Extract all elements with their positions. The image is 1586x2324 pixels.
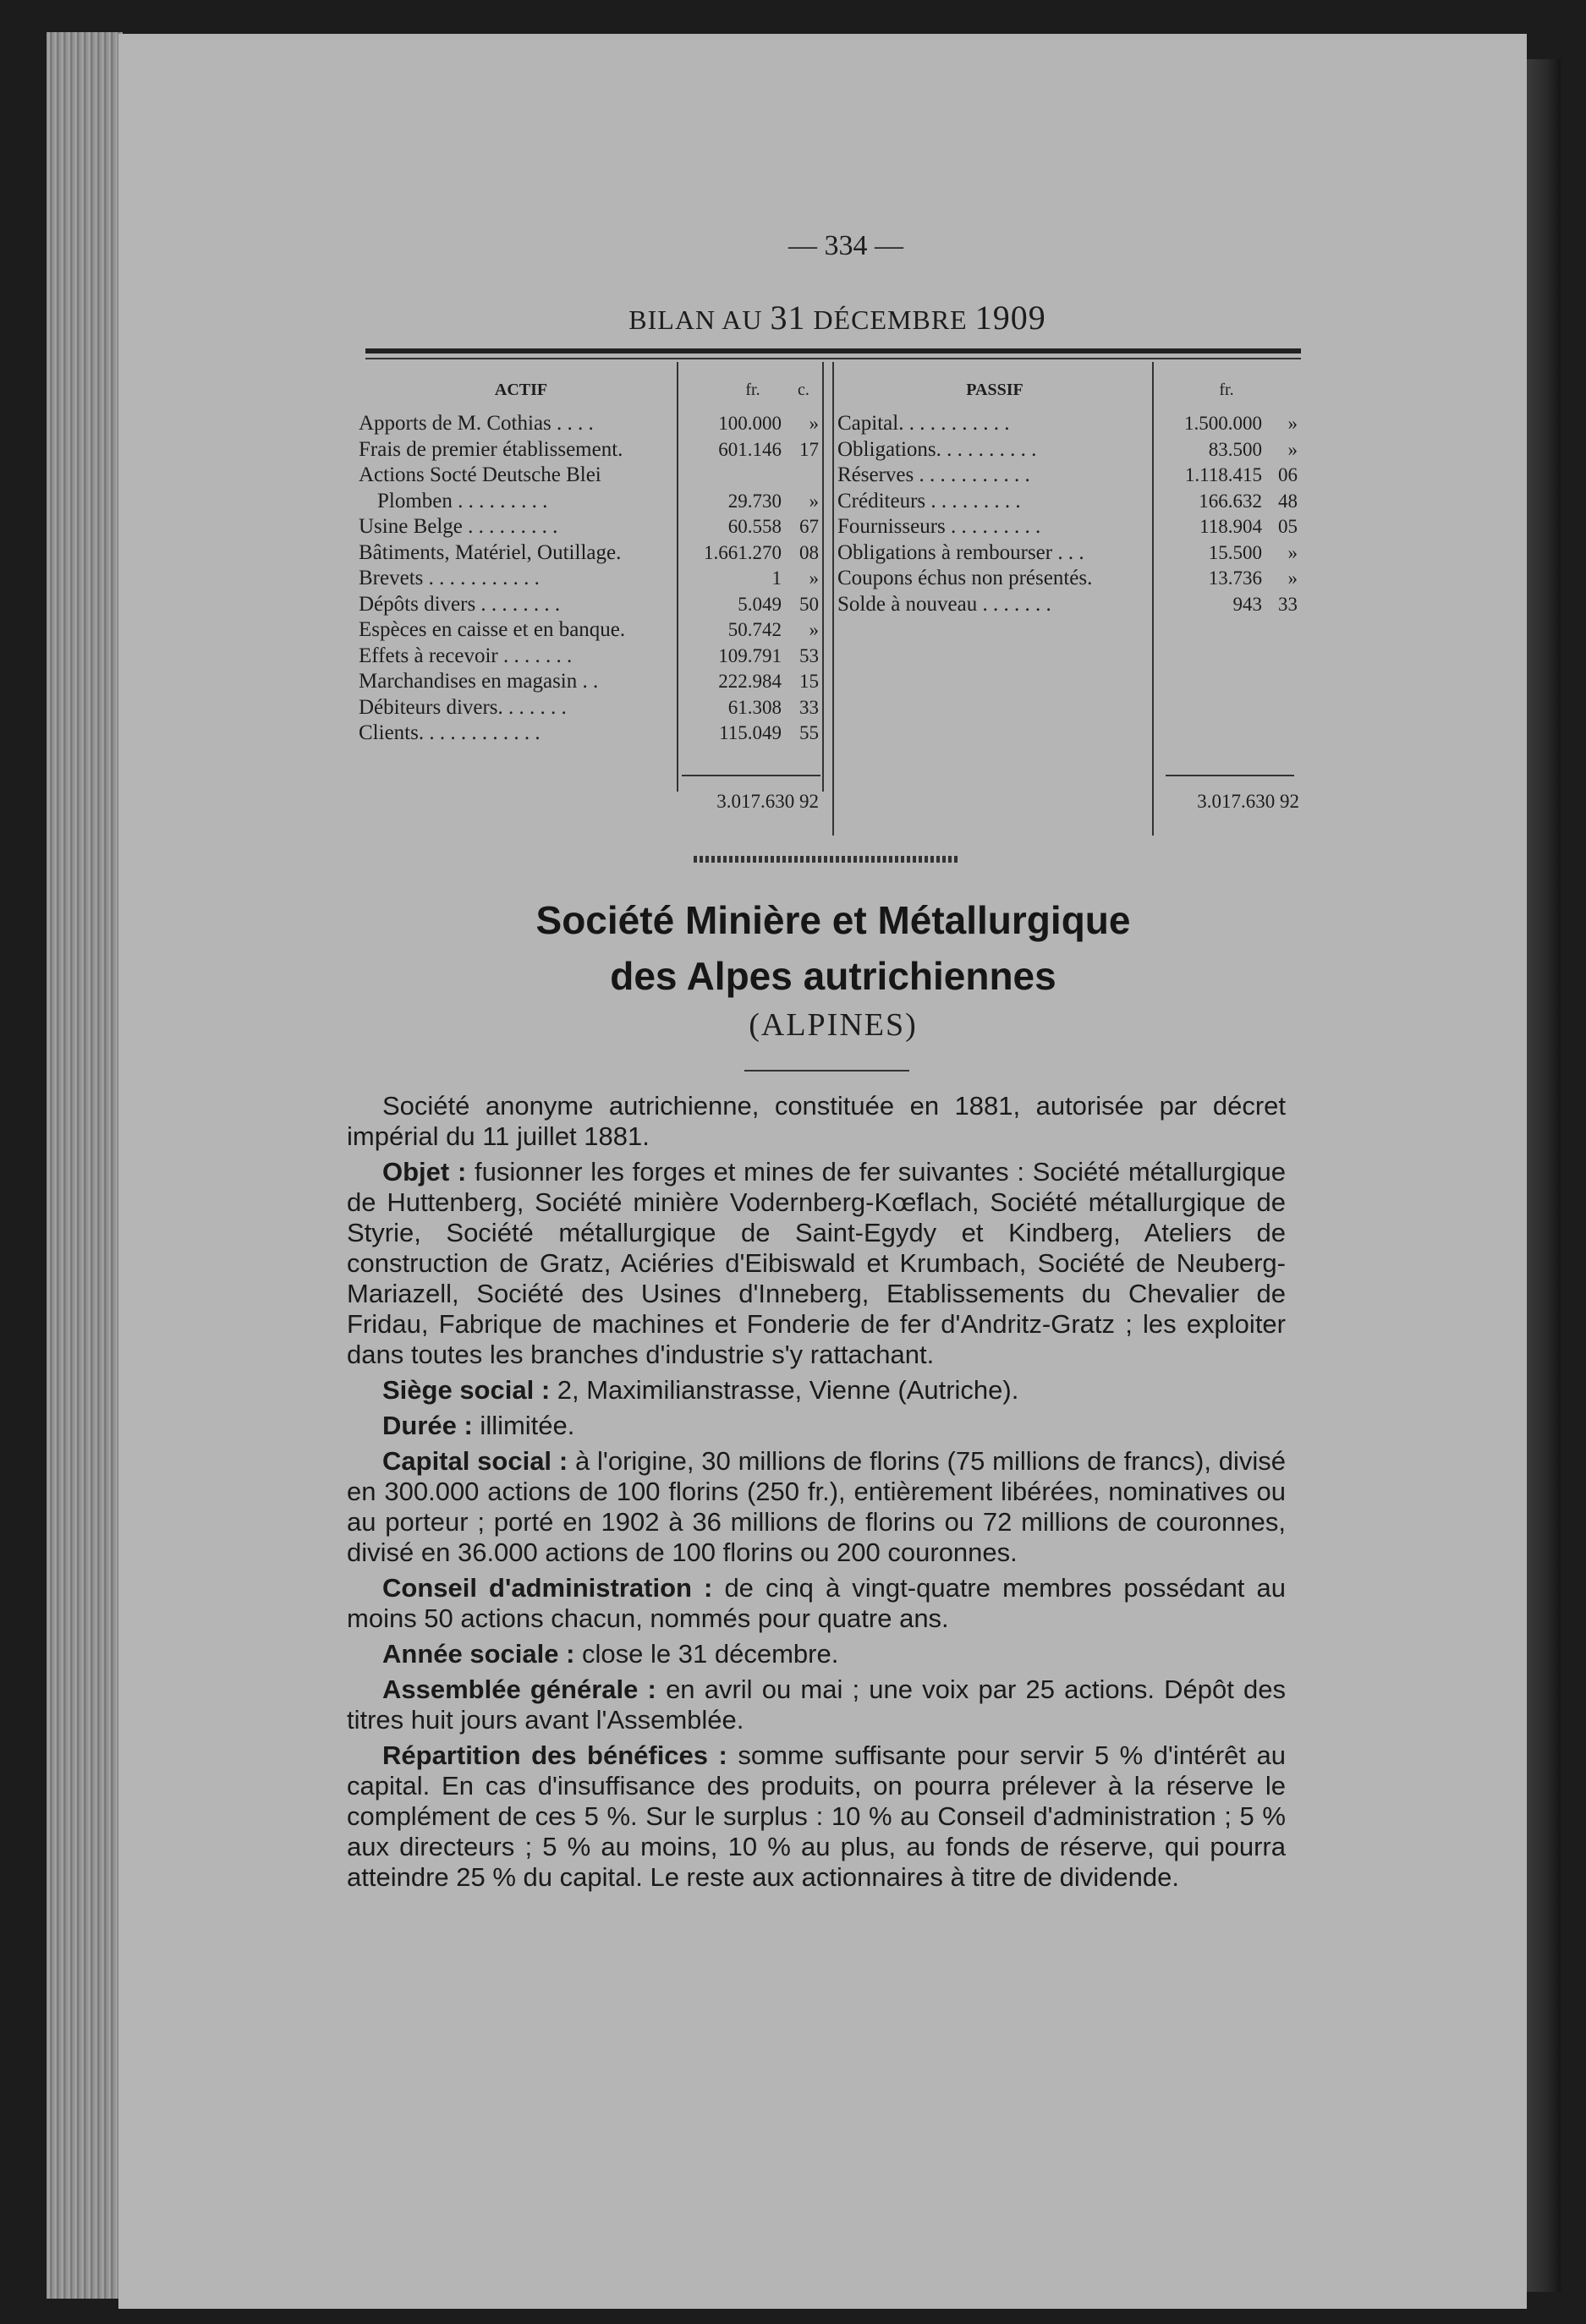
paragraph-assemblee	[347, 1674, 1286, 1735]
actif-row-amount-fr: 29.730	[727, 490, 782, 512]
actif-row-amount-c: 17	[799, 438, 819, 460]
title-underline	[744, 1070, 909, 1072]
actif-row-label: Frais de premier établissement.	[359, 437, 623, 461]
actif-row-amount-c: 33	[799, 696, 819, 718]
passif-row-label: Créditeurs . . . . . . . . .	[837, 489, 1021, 512]
repartition-text: somme suffisante pour servir 5 % d'intérêt au capital. En cas d'insuffisance des produits, on pourra prélever à la réserve le complément de ces 5 %. Sur le surplus : 10 % au Conseil d'administration ; 5 % aux directeurs ; 5 % au moins, 10 % au plus, au fonds de réserve, qui pourra atteindre 25 % du capital. Le reste aux actionnaires à titre de dividende.	[347, 1740, 1286, 1892]
passif-row-amount-fr: 166.632	[1199, 490, 1262, 512]
passif-row-amount-fr: 1.118.415	[1184, 464, 1262, 485]
objet-label: Objet :	[382, 1157, 467, 1187]
annee-text: close le 31 décembre.	[574, 1639, 839, 1669]
paragraph-siege	[347, 1375, 1286, 1406]
passif-unit-fr: fr.	[1219, 381, 1234, 399]
page-number: — 334 —	[788, 230, 903, 261]
passif-row-amount-c: 33	[1278, 593, 1298, 615]
passif-row-amount-fr: 13.736	[1208, 567, 1262, 589]
passif-row-amount-fr: 83.500	[1208, 438, 1262, 460]
company-description	[347, 1091, 1286, 1898]
paragraph-repartition	[347, 1740, 1286, 1893]
annee-label: Année sociale :	[382, 1639, 575, 1669]
actif-row-amount-fr: 601.146	[718, 438, 782, 460]
passif-row-amount-c: »	[1287, 541, 1298, 563]
passif-row-amount-fr: 943	[1232, 593, 1262, 615]
repartition-label: Répartition des bénéfices :	[382, 1740, 727, 1770]
actif-row-label: Brevets . . . . . . . . . . .	[359, 567, 540, 589]
passif-row-amount-c: 48	[1278, 490, 1298, 512]
company-title-line2: des Alpes autrichiennes	[610, 954, 1056, 998]
actif-row-amount-c: »	[809, 413, 819, 434]
paragraph-conseil	[347, 1573, 1286, 1634]
actif-row-amount-fr: 115.049	[719, 722, 782, 743]
actif-row-amount-c: 67	[799, 516, 819, 537]
actif-total: 3.017.630 92	[716, 791, 819, 812]
bilan-title-year: 1909	[974, 299, 1046, 337]
actif-row-label: Espèces en caisse et en banque.	[359, 618, 626, 641]
assemblee-text: en avril ou mai ; une voix par 25 actions. Dépôt des titres huit jours avant l'Assemblée.	[347, 1674, 1286, 1735]
actif-row-amount-fr	[682, 463, 782, 488]
passif-row-amount-c: »	[1287, 567, 1298, 589]
actif-row-label: Bâtiments, Matériel, Outillage.	[359, 540, 622, 564]
actif-row-amount-fr: 61.308	[727, 696, 782, 718]
actif-unit-fr: fr.	[745, 381, 760, 399]
actif-row-amount-fr: 222.984	[718, 671, 782, 692]
passif-row-amount-fr: 1.500.000	[1184, 413, 1262, 434]
actif-row-amount-c: 50	[799, 593, 819, 615]
duree-text: illimitée.	[472, 1411, 575, 1440]
actif-row-amount-c: »	[809, 490, 819, 512]
actif-row-label: Actions Socté Deutsche Blei	[359, 463, 601, 486]
actif-row-amount-fr: 1.661.270	[704, 541, 782, 563]
actif-row-label: Apports de M. Cothias . . . .	[359, 412, 594, 435]
table-top-rule-thin	[365, 358, 1301, 359]
actif-row-amount-fr: 109.791	[718, 644, 782, 666]
paragraph-objet	[347, 1157, 1286, 1370]
passif-row-label: Fournisseurs . . . . . . . . .	[837, 515, 1041, 538]
actif-row-amount-c: 53	[799, 644, 819, 666]
actif-row-label: Plomben . . . . . . . . .	[377, 489, 548, 512]
passif-row-label: Réserves . . . . . . . . . . .	[837, 463, 1030, 486]
duree-label: Durée :	[382, 1411, 473, 1440]
book-binding-edge	[1527, 59, 1561, 2292]
actif-row-amount-fr: 100.000	[718, 413, 782, 434]
paragraph-annee	[347, 1639, 1286, 1669]
column-divider	[677, 362, 678, 792]
conseil-label: Conseil d'administration :	[382, 1573, 713, 1603]
passif-row-label: Obligations. . . . . . . . . .	[837, 437, 1037, 461]
conseil-text: de cinq à vingt-quatre membres possédant au moins 50 actions chacun, nommés pour quatre ans.	[347, 1573, 1286, 1633]
bilan-title-prefix: BILAN AU	[628, 304, 763, 335]
assemblee-label: Assemblée générale :	[382, 1674, 656, 1704]
actif-sum-rule	[682, 775, 820, 776]
passif-row-label: Obligations à rembourser . . .	[837, 540, 1084, 564]
passif-row-amount-c: »	[1287, 413, 1298, 434]
bilan-title-month: DÉCEMBRE	[813, 304, 968, 335]
table-top-rule	[365, 348, 1301, 354]
column-divider	[1152, 362, 1154, 836]
actif-row-amount-c: »	[809, 567, 819, 589]
column-divider	[832, 362, 834, 836]
objet-text: fusionner les forges et mines de fer suivantes : Société métallurgique de Huttenberg, Société minière Vodernberg-Kœflach, Société métallurgique de Styrie, Société métallurgique de Saint-Egydy et Kindberg, Ateliers de construction de Gratz, Aciéries d'Eibiswald et Krumbach, Société de Neuberg-Mariazell, Société des Usines d'Inneberg, Etablissements du Chevalier de Fridau, Fabrique de machines et Fonderie de fer d'Andritz-Gratz ; les exploiter dans toutes les branches d'industrie s'y rattachant.	[347, 1157, 1286, 1369]
actif-row-label: Débiteurs divers. . . . . . .	[359, 695, 567, 719]
actif-row-label: Clients. . . . . . . . . . . .	[359, 721, 541, 744]
actif-row-amount-c: »	[809, 619, 819, 640]
actif-row-amount-fr: 60.558	[727, 516, 782, 537]
bilan-title-day: 31	[770, 299, 806, 337]
actif-unit-c: c.	[798, 381, 809, 399]
actif-row-label: Marchandises en magasin . .	[359, 670, 599, 693]
capital-label: Capital social :	[382, 1446, 568, 1476]
actif-row-amount-c	[790, 463, 819, 488]
actif-row-amount-fr: 1	[771, 567, 782, 589]
passif-row-amount-c: »	[1287, 438, 1298, 460]
actif-header: ACTIF	[494, 381, 548, 399]
actif-row-label: Usine Belge . . . . . . . . .	[359, 515, 558, 538]
actif-row-amount-c: 15	[799, 671, 819, 692]
company-title	[365, 892, 1301, 1004]
passif-row-label: Coupons échus non présentés.	[837, 567, 1093, 589]
book-page-edges	[47, 32, 123, 2299]
passif-row-amount-fr: 15.500	[1208, 541, 1262, 563]
passif-row-amount-c: 06	[1278, 464, 1298, 485]
company-title-line1: Société Minière et Métallurgique	[535, 898, 1131, 942]
siege-label: Siège social :	[382, 1375, 551, 1405]
paragraph-capital	[347, 1446, 1286, 1568]
passif-row-amount-fr: 118.904	[1199, 516, 1262, 537]
actif-row-label: Effets à recevoir . . . . . . .	[359, 644, 573, 667]
actif-row-amount-c: 08	[799, 541, 819, 563]
actif-row-label: Dépôts divers . . . . . . . .	[359, 592, 561, 616]
actif-row-amount-c: 55	[799, 722, 819, 743]
siege-text: 2, Maximilianstrasse, Vienne (Autriche).	[550, 1375, 1019, 1405]
column-divider	[822, 362, 824, 792]
actif-row-amount-fr: 5.049	[738, 593, 782, 615]
paragraph-duree	[347, 1411, 1286, 1441]
passif-header: PASSIF	[966, 381, 1023, 399]
passif-row-label: Solde à nouveau . . . . . . .	[837, 592, 1051, 616]
bilan-title	[508, 298, 1167, 337]
capital-text: à l'origine, 30 millions de florins (75 millions de francs), divisé en 300.000 actions de 100 florins (250 fr.), entièrement libérées, nominatives ou au porteur ; porté en 1902 à 36 millions de florins ou 72 millions de couronnes, divisé en 36.000 actions de 100 florins ou 200 couronnes.	[347, 1446, 1286, 1567]
passif-total: 3.017.630 92	[1197, 791, 1299, 812]
passif-row-label: Capital. . . . . . . . . . .	[837, 412, 1010, 435]
company-abbreviation: (ALPINES)	[749, 1007, 918, 1043]
section-divider-wavy	[694, 856, 960, 863]
paragraph-intro: Société anonyme autrichienne, constituée en 1881, autorisée par décret impérial du 11 juillet 1881.	[347, 1091, 1286, 1151]
passif-row-amount-c: 05	[1278, 516, 1298, 537]
actif-row-amount-fr: 50.742	[727, 619, 782, 640]
passif-sum-rule	[1166, 775, 1294, 776]
